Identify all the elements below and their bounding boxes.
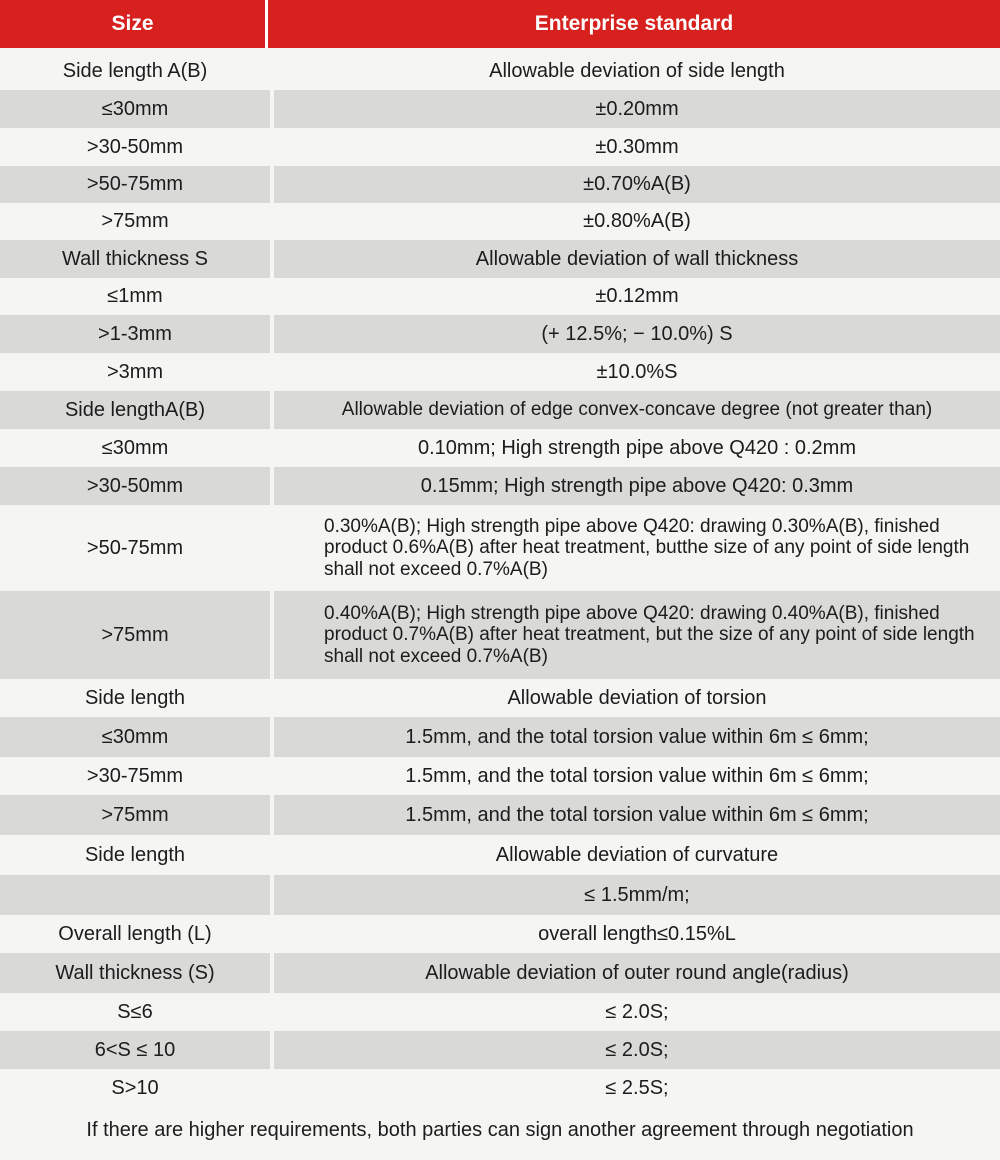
table-header <box>0 0 1000 48</box>
standard-cell: ±10.0%S <box>596 360 678 383</box>
table-row <box>0 467 1000 505</box>
size-cell: Side length <box>84 686 186 709</box>
standard-cell: 1.5mm, and the total torsion value within 6m ≤ 6mm; <box>274 795 1000 835</box>
table-row <box>0 52 1000 90</box>
size-cell: >50-75mm <box>86 536 184 559</box>
table-row <box>0 953 1000 993</box>
table-row <box>0 240 1000 278</box>
table-row <box>0 391 1000 429</box>
table-row <box>0 591 1000 679</box>
table-row <box>0 429 1000 467</box>
standard-cell: ±0.70%A(B) <box>274 166 1000 203</box>
table-row <box>0 166 1000 203</box>
header-enterprise-standard: Enterprise standard <box>268 0 1000 48</box>
size-cell: >50-75mm <box>0 166 270 203</box>
tolerance-table <box>0 52 1000 1107</box>
size-cell: >1-3mm <box>0 315 270 353</box>
size-cell: ≤30mm <box>101 436 169 459</box>
standard-cell: 0.30%A(B); High strength pipe above Q420: drawing 0.30%A(B), finished product 0.6%A(B) after heat treatment, butthe size of any point of side length shall not exceed 0.7%A(B) <box>324 516 970 580</box>
header-size: Size <box>0 0 268 48</box>
table-row <box>0 128 1000 166</box>
size-cell: >75mm <box>0 795 270 835</box>
size-cell: Side lengthA(B) <box>0 391 270 429</box>
size-cell: ≤30mm <box>0 717 270 757</box>
size-cell: S>10 <box>111 1076 159 1099</box>
size-cell: >3mm <box>106 360 164 383</box>
standard-cell: ±0.30mm <box>595 135 679 158</box>
standard-cell: 0.40%A(B); High strength pipe above Q420: drawing 0.40%A(B), finished product 0.7%A(B) after heat treatment, but the size of any point of side length shall not exceed 0.7%A(B) <box>274 591 1000 679</box>
size-cell: Side length <box>84 843 186 866</box>
table-row <box>0 795 1000 835</box>
table-row <box>0 679 1000 717</box>
negotiation-note: If there are higher requirements, both parties can sign another agreement through negotiation <box>0 1110 1000 1150</box>
table-row <box>0 875 1000 915</box>
standard-cell: overall length≤0.15%L <box>538 922 736 945</box>
size-cell: >30-50mm <box>86 135 184 158</box>
standard-cell: 1.5mm, and the total torsion value within 6m ≤ 6mm; <box>405 764 869 787</box>
table-row <box>0 90 1000 128</box>
standard-cell: 0.15mm; High strength pipe above Q420: 0.3mm <box>274 467 1000 505</box>
standard-cell: ±0.80%A(B) <box>583 210 691 232</box>
standard-cell: (+ 12.5%; − 10.0%) S <box>274 315 1000 353</box>
table-row <box>0 353 1000 391</box>
size-cell: >30-50mm <box>0 467 270 505</box>
table-row <box>0 993 1000 1031</box>
size-cell <box>0 875 270 915</box>
table-row <box>0 757 1000 795</box>
size-cell: >75mm <box>101 210 169 232</box>
size-cell: S≤6 <box>117 1000 153 1023</box>
table-row <box>0 203 1000 240</box>
standard-cell: ≤ 2.5S; <box>605 1076 669 1099</box>
table-row <box>0 717 1000 757</box>
size-cell: Wall thickness (S) <box>0 953 270 993</box>
table-row <box>0 835 1000 875</box>
standard-cell: 1.5mm, and the total torsion value within 6m ≤ 6mm; <box>274 717 1000 757</box>
size-cell: ≤1mm <box>107 285 163 307</box>
standard-cell: Allowable deviation of outer round angle(radius) <box>274 953 1000 993</box>
standard-cell: ±0.12mm <box>595 285 679 307</box>
table-row <box>0 915 1000 953</box>
standard-cell: ≤ 1.5mm/m; <box>274 875 1000 915</box>
size-cell: >75mm <box>0 591 270 679</box>
table-row <box>0 1031 1000 1069</box>
standard-cell: Allowable deviation of wall thickness <box>274 240 1000 278</box>
standard-cell: ≤ 2.0S; <box>605 1000 669 1023</box>
table-row <box>0 1069 1000 1107</box>
standard-cell: Allowable deviation of side length <box>489 59 785 82</box>
standard-cell: 0.10mm; High strength pipe above Q420 : 0.2mm <box>417 436 856 459</box>
table-row <box>0 505 1000 591</box>
standard-cell: Allowable deviation of edge convex-concave degree (not greater than) <box>274 391 1000 429</box>
size-cell: Overall length (L) <box>58 922 212 945</box>
standard-cell: ±0.20mm <box>274 90 1000 128</box>
table-row <box>0 315 1000 353</box>
standard-cell: Allowable deviation of curvature <box>495 843 779 866</box>
standard-cell: Allowable deviation of torsion <box>507 686 767 709</box>
standard-cell: ≤ 2.0S; <box>274 1031 1000 1069</box>
size-cell: Side length A(B) <box>62 59 208 82</box>
size-cell: 6<S ≤ 10 <box>0 1031 270 1069</box>
table-row <box>0 278 1000 315</box>
size-cell: >30-75mm <box>86 764 184 787</box>
size-cell: Wall thickness S <box>0 240 270 278</box>
size-cell: ≤30mm <box>0 90 270 128</box>
